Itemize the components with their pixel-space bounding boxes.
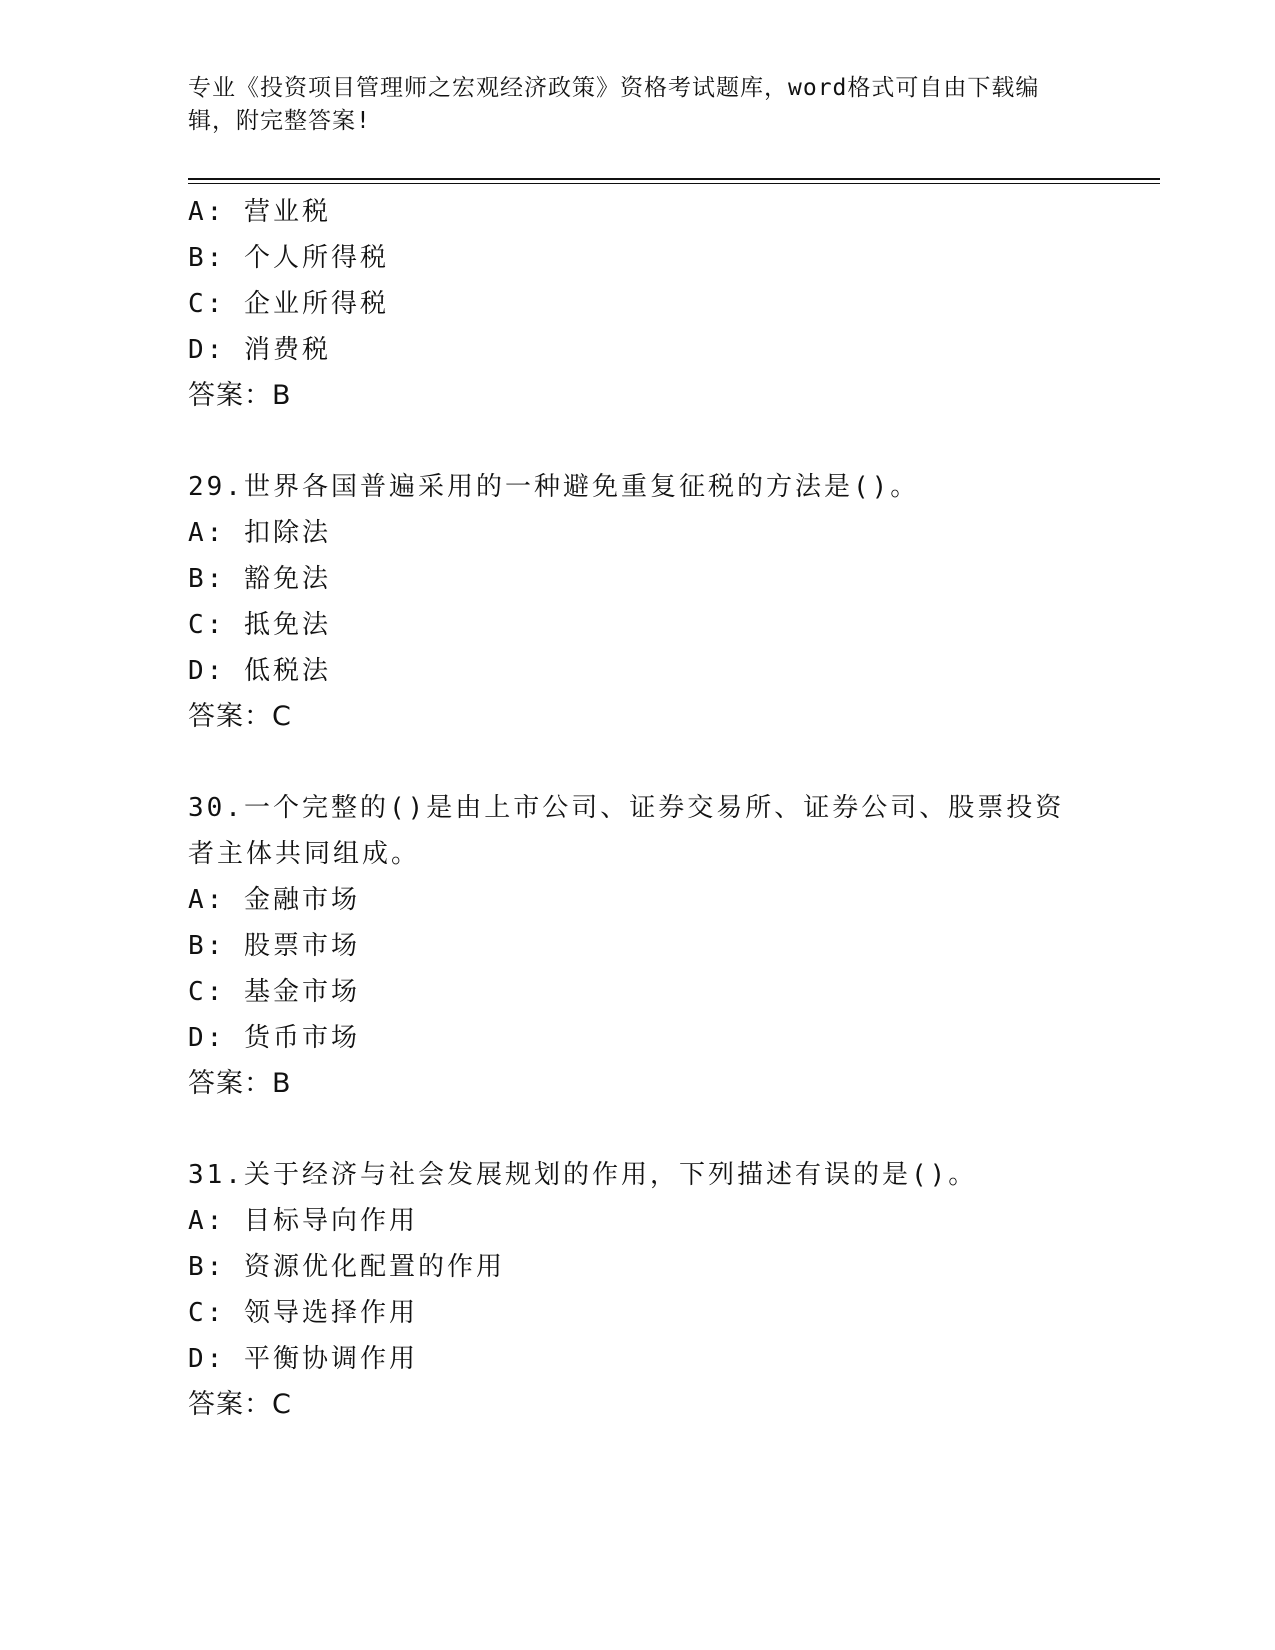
document-header: 专业《投资项目管理师之宏观经济政策》资格考试题库，word格式可自由下载编辑，附完整答案! <box>188 75 1040 134</box>
header-divider-thin <box>188 183 1160 184</box>
option-d: D: 低税法 <box>188 656 331 686</box>
option-a: A: 目标导向作用 <box>188 1206 418 1236</box>
answer-line: 答案：B <box>188 1068 292 1099</box>
question-text: 30.一个完整的()是由上市公司、证券交易所、证券公司、股票投资者主体共同组成。 <box>188 793 1065 869</box>
header-divider-thick <box>188 178 1160 180</box>
option-c: C: 抵免法 <box>188 610 331 640</box>
option-d: D: 平衡协调作用 <box>188 1344 418 1374</box>
question-text: 29.世界各国普遍采用的一种避免重复征税的方法是()。 <box>188 472 920 502</box>
question-block <box>188 189 1088 419</box>
option-a: A: 扣除法 <box>188 518 331 548</box>
answer-line: 答案：B <box>188 380 292 411</box>
option-a: A: 金融市场 <box>188 885 360 915</box>
block-spacer <box>188 419 1088 464</box>
option-b: B: 股票市场 <box>188 931 360 961</box>
block-spacer <box>188 1107 1088 1152</box>
option-b: B: 豁免法 <box>188 564 331 594</box>
question-text: 31.关于经济与社会发展规划的作用，下列描述有误的是()。 <box>188 1160 978 1190</box>
question-list <box>188 189 1088 1428</box>
option-b: B: 个人所得税 <box>188 243 389 273</box>
option-d: D: 货币市场 <box>188 1023 360 1053</box>
question-block <box>188 464 1088 740</box>
option-d: D: 消费税 <box>188 335 331 365</box>
option-c: C: 领导选择作用 <box>188 1298 418 1328</box>
option-c: C: 企业所得税 <box>188 289 389 319</box>
option-a: A: 营业税 <box>188 197 331 227</box>
answer-line: 答案：C <box>188 701 292 732</box>
question-block <box>188 1152 1088 1428</box>
option-b: B: 资源优化配置的作用 <box>188 1252 505 1282</box>
option-c: C: 基金市场 <box>188 977 360 1007</box>
question-block <box>188 785 1088 1107</box>
answer-line: 答案：C <box>188 1389 292 1420</box>
block-spacer <box>188 740 1088 785</box>
